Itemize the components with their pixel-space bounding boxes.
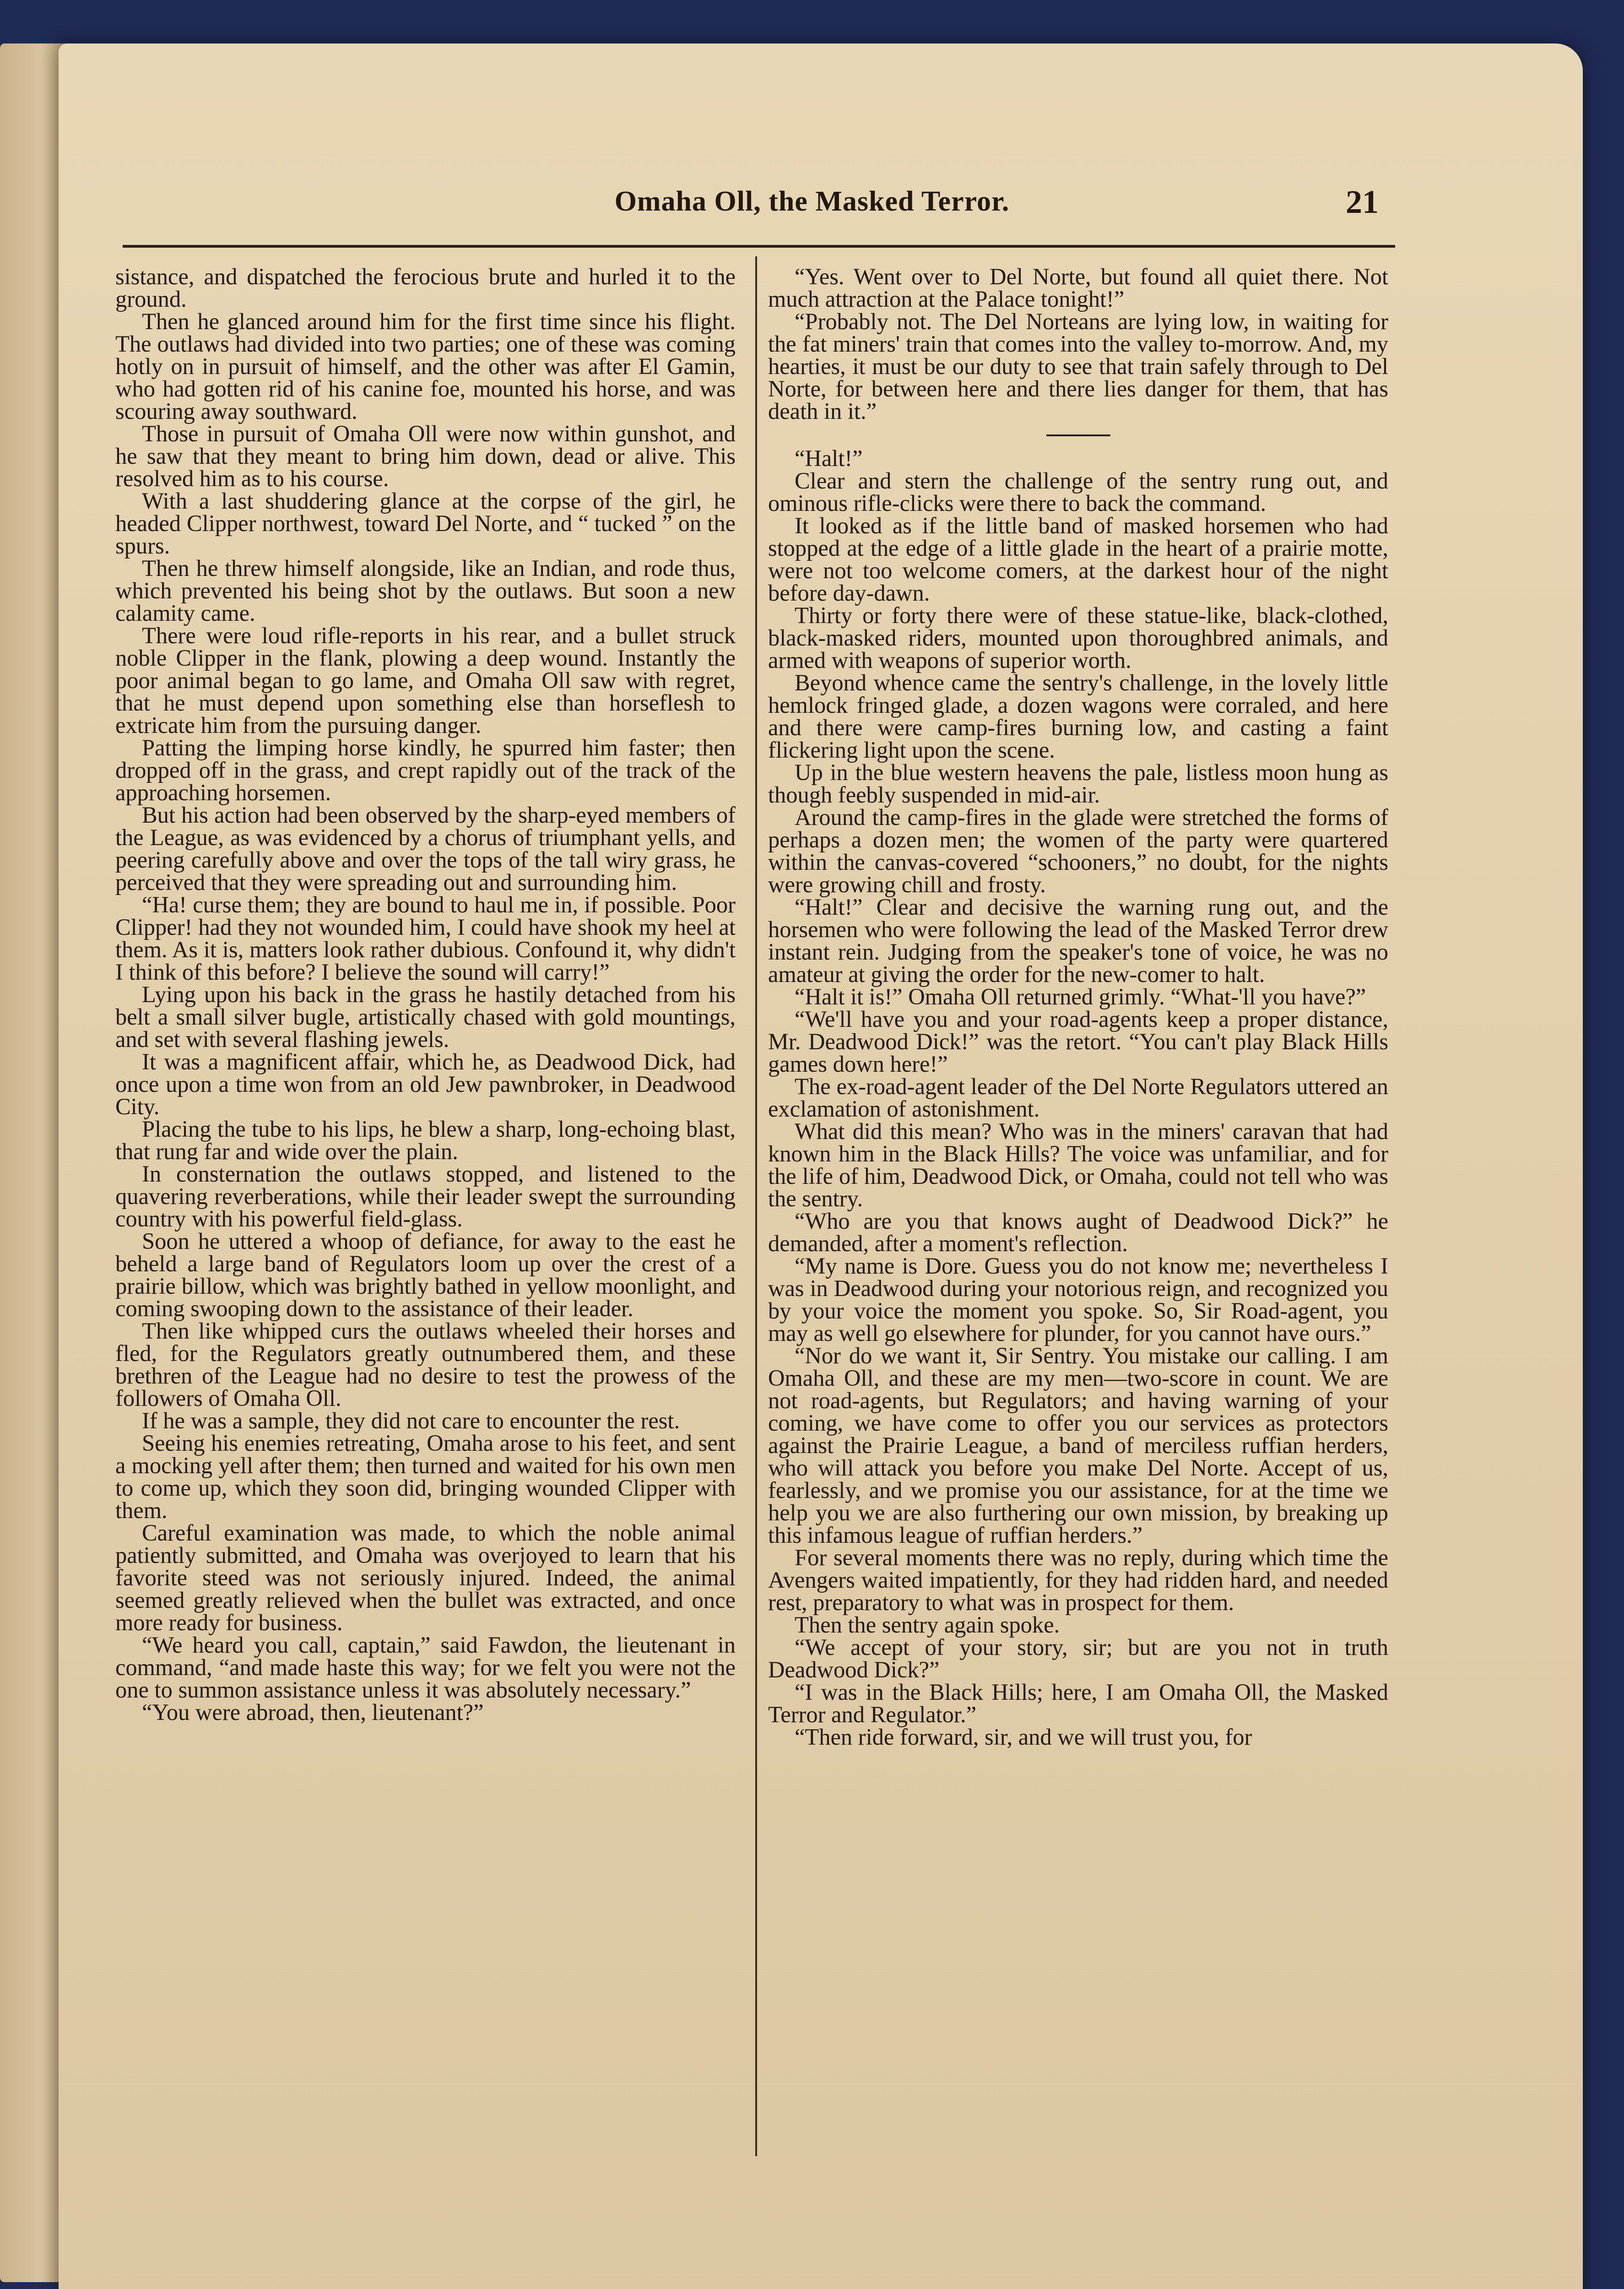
paragraph: “We accept of your story, sir; but are you not in truth Deadwood Dick?” <box>768 1634 1388 1682</box>
paragraph: “Halt!” Clear and decisive the warning rung out, and the horsemen who were following the lead of the Masked Terror drew instant rein. Judging from the speaker's tone of voice, he was no amateur at giving the order for the new-comer to halt. <box>768 894 1388 987</box>
paragraph: What did this mean? Who was in the miners' caravan that had known him in the Black Hills? The voice was unfamiliar, and for the life of him, Deadwood Dick, or Omaha, could not tell who was the sentry. <box>768 1118 1388 1211</box>
paragraph: “Yes. Went over to Del Norte, but found all quiet there. Not much attraction at the Palace tonight!” <box>768 264 1388 312</box>
paragraph: If he was a sample, they did not care to encounter the rest. <box>142 1408 680 1433</box>
paragraph: “My name is Dore. Guess you do not know me; nevertheless I was in Deadwood during your notorious reign, and recognized you by your voice the moment you spoke. So, Sir Road-agent, you may as well go elsewhere for plunder, for you cannot have ours.” <box>768 1253 1388 1346</box>
paragraph: Up in the blue western heavens the pale, listless moon hung as though feebly suspended in mid-air. <box>768 759 1388 808</box>
paragraph: Around the camp-fires in the glade were stretched the forms of perhaps a dozen men; the women of the party were quartered within the canvas-covered “schooners,” no doubt, for the nights were growing chill and frosty. <box>768 804 1388 897</box>
paragraph: “We heard you call, captain,” said Fawdon, the lieutenant in command, “and made haste this way; for we felt you were not the one to summon assistance unless it was absolutely necessary.” <box>115 1632 736 1703</box>
paragraph: sistance, and dispatched the ferocious brute and hurled it to the ground. <box>115 264 736 312</box>
paragraph: Those in pursuit of Omaha Oll were now within gunshot, and he saw that they meant to bring him down, dead or alive. This resolved him as to his course. <box>115 421 736 491</box>
paragraph: It was a magnificent affair, which he, as Deadwood Dick, had once upon a time won from an old Jew pawnbroker, in Deadwood City. <box>115 1049 736 1119</box>
paragraph: It looked as if the little band of masked horsemen who had stopped at the edge of a little glade in the heart of a prairie motte, were not too welcome comers, at the darkest hour of the night before day-dawn. <box>768 513 1388 606</box>
right-column <box>768 266 1388 1748</box>
paragraph: “Ha! curse them; they are bound to haul me in, if possible. Poor Clipper! had they not wounded him, I could have shook my heel at them. As it is, matters look rather dubious. Confound it, why didn't I think of this before? I believe the sound will carry!” <box>115 892 736 985</box>
paragraph: Then he glanced around him for the first time since his flight. The outlaws had divided into two parties; one of these was coming hotly on in pursuit of himself, and the other was after El Gamin, who had gotten rid of his canine foe, mounted his horse, and was scouring away southward. <box>115 309 736 424</box>
paragraph: Thirty or forty there were of these statue-like, black-clothed, black-masked riders, mounted upon thoroughbred animals, and armed with weapons of superior worth. <box>768 602 1388 673</box>
paragraph: But his action had been observed by the sharp-eyed members of the League, as was evidenced by a chorus of triumphant yells, and peering carefully above and over the tops of the tall wiry grass, he perceived that they were spreading out and surrounding him. <box>115 802 736 895</box>
paragraph: Then the sentry again spoke. <box>795 1612 1060 1638</box>
paragraph: “I was in the Black Hills; here, I am Omaha Oll, the Masked Terror and Regulator.” <box>768 1679 1388 1727</box>
header-rule <box>123 245 1395 248</box>
paragraph: Soon he uttered a whoop of defiance, for away to the east he beheld a large band of Regulators loom up over the crest of a prairie billow, which was brightly bathed in yellow moonlight, and coming swooping down to the assistance of their leader. <box>115 1228 736 1321</box>
paragraph: With a last shuddering glance at the corpse of the girl, he headed Clipper northwest, toward Del Norte, and “ tucked ” on the spurs. <box>115 488 736 559</box>
paragraph: “You were abroad, then, lieutenant?” <box>142 1699 484 1725</box>
paragraph: Then he threw himself alongside, like an Indian, and rode thus, which prevented his being shot by the outlaws. But soon a new calamity came. <box>115 555 736 626</box>
paragraph: There were loud rifle-reports in his rear, and a bullet struck noble Clipper in the flank, plowing a deep wound. Instantly the poor animal began to go lame, and Omaha Oll saw with regret, that he must depend upon something else than horseflesh to extricate him from the pursuing danger. <box>115 623 736 738</box>
paragraph: “Halt!” <box>795 445 863 471</box>
running-title: Omaha Oll, the Masked Terror. <box>614 186 1010 217</box>
column-divider <box>755 256 757 2156</box>
paragraph: “Halt it is!” Omaha Oll returned grimly. “What-'ll you have?” <box>795 984 1366 1009</box>
paragraph: “Probably not. The Del Norteans are lying low, in waiting for the fat miners' train that comes into the valley to-morrow. And, my hearties, it must be our duty to see that train safely through to Del Norte, for between here and there lies danger for them, that has death in it.” <box>768 309 1388 424</box>
page-number: 21 <box>1346 184 1379 220</box>
paragraph: Seeing his enemies retreating, Omaha arose to his feet, and sent a mocking yell after them; then turned and waited for his own men to come up, which they soon did, bringing wounded Clipper with them. <box>115 1430 736 1523</box>
paragraph: Clear and stern the challenge of the sentry rung out, and ominous rifle-clicks were there to back the command. <box>768 468 1388 516</box>
paragraph: The ex-road-agent leader of the Del Norte Regulators uttered an exclamation of astonishment. <box>768 1074 1388 1122</box>
paragraph: “Then ride forward, sir, and we will trust you, for <box>795 1724 1252 1750</box>
paragraph: Careful examination was made, to which the noble animal patiently submitted, and Omaha was overjoyed to learn that his favorite steed was not seriously injured. Indeed, the animal seemed greatly relieved when the bullet was extracted, and once more ready for business. <box>115 1520 736 1635</box>
paragraph: “We'll have you and your road-agents keep a proper distance, Mr. Deadwood Dick!” was the retort. “You can't play Black Hills games down here!” <box>768 1006 1388 1077</box>
paragraph: Beyond whence came the sentry's challenge, in the lovely little hemlock fringed glade, a dozen wagons were corraled, and here and there were camp-fires burning low, and casting a faint flickering light upon the scene. <box>768 670 1388 763</box>
paragraph: Patting the limping horse kindly, he spurred him faster; then dropped off in the grass, and crept rapidly out of the track of the approaching horsemen. <box>115 735 736 805</box>
paragraph: “Nor do we want it, Sir Sentry. You mistake our calling. I am Omaha Oll, and these are my men—two-score in count. We are not road-agents, but Regulators; and having warning of your coming, we have come to offer you our services as protectors against the Prairie League, a band of merciless ruffian herders, who will attack you before you make Del Norte. Accept of us, fearlessly, and we promise you our assistance, for at the time we help you we are also furthering our own mission, by breaking up this infamous league of ruffian herders.” <box>768 1343 1388 1548</box>
paragraph: Placing the tube to his lips, he blew a sharp, long-echoing blast, that rung far and wide over the plain. <box>115 1116 736 1164</box>
section-break-rule <box>1046 434 1110 436</box>
paragraph: Lying upon his back in the grass he hastily detached from his belt a small silver bugle, artistically chased with gold mountings, and set with several flashing jewels. <box>115 982 736 1052</box>
left-column <box>115 266 736 1724</box>
paragraph: “Who are you that knows aught of Deadwood Dick?” he demanded, after a moment's reflection. <box>768 1208 1388 1256</box>
paragraph: In consternation the outlaws stopped, and listened to the quavering reverberations, while their leader swept the surrounding country with his powerful field-glass. <box>115 1161 736 1231</box>
paragraph: Then like whipped curs the outlaws wheeled their horses and fled, for the Regulators greatly outnumbered them, and these brethren of the League had no desire to test the prowess of the followers of Omaha Oll. <box>115 1318 736 1411</box>
paragraph: For several moments there was no reply, during which time the Avengers waited impatiently, for they had ridden hard, and needed rest, preparatory to what was in prospect for them. <box>768 1545 1388 1615</box>
